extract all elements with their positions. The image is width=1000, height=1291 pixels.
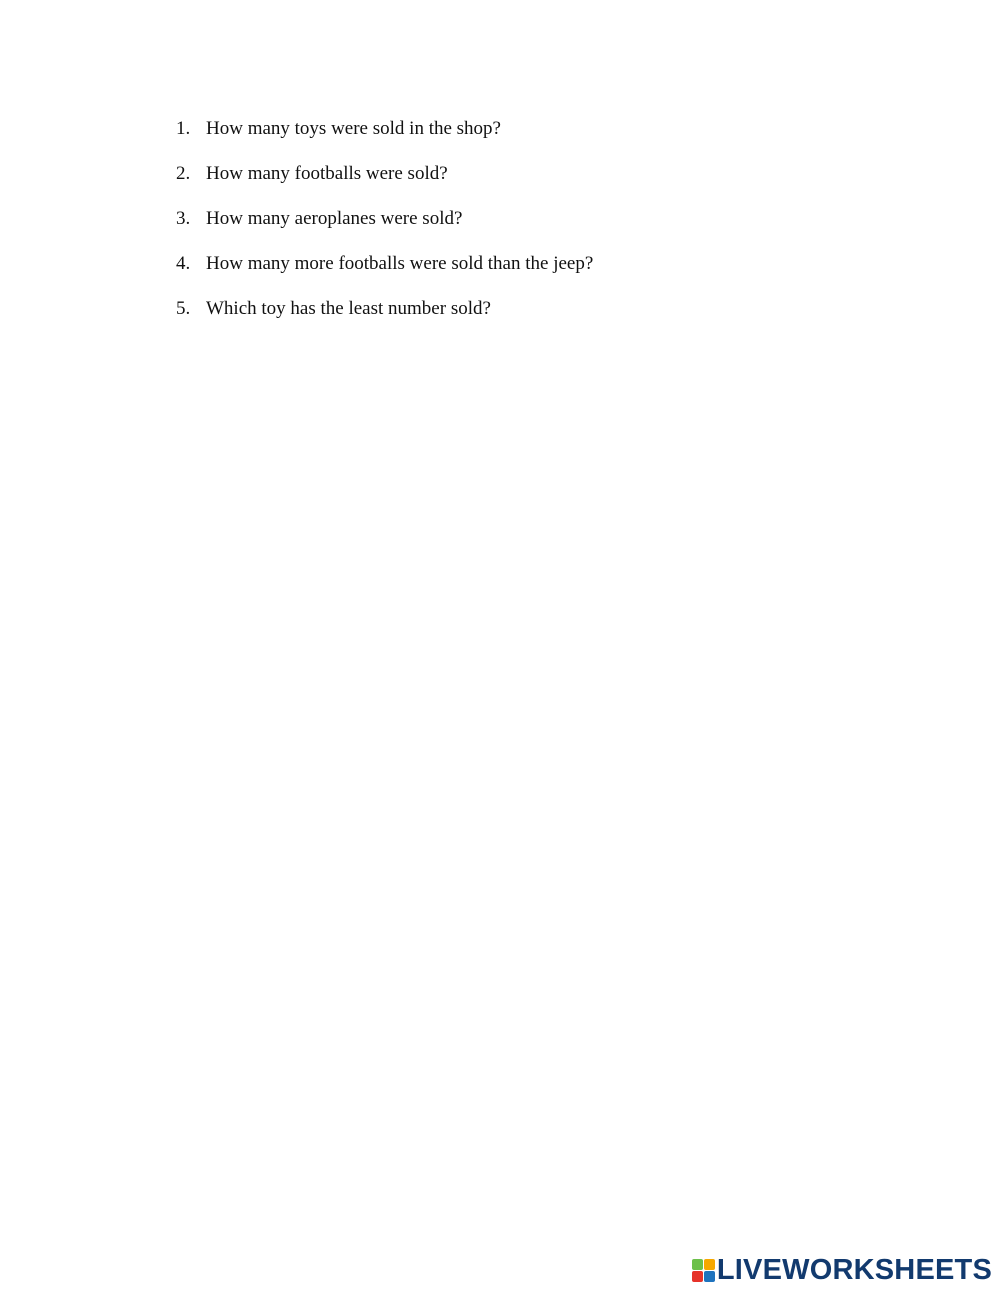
question-text: How many footballs were sold? (206, 163, 448, 184)
logo-square-orange (704, 1259, 715, 1270)
question-number: 3. (176, 208, 191, 229)
question-number: 4. (176, 253, 191, 274)
question-text: How many more footballs were sold than the jeep? (206, 253, 594, 274)
question-item (176, 116, 593, 142)
question-text: Which toy has the least number sold? (206, 298, 491, 319)
question-number: 1. (176, 118, 191, 139)
logo-mark-icon (692, 1259, 715, 1282)
question-item (176, 251, 593, 277)
question-item (176, 161, 593, 187)
logo-square-blue (704, 1271, 715, 1282)
question-list (176, 116, 593, 341)
logo-square-green (692, 1259, 703, 1270)
logo-text: LIVEWORKSHEETS (716, 1254, 992, 1286)
logo-square-red (692, 1271, 703, 1282)
question-item (176, 206, 593, 232)
question-text: How many toys were sold in the shop? (206, 118, 501, 139)
question-item (176, 296, 593, 322)
liveworksheets-logo (692, 1256, 992, 1285)
question-number: 5. (176, 298, 191, 319)
question-text: How many aeroplanes were sold? (206, 208, 463, 229)
question-number: 2. (176, 163, 191, 184)
